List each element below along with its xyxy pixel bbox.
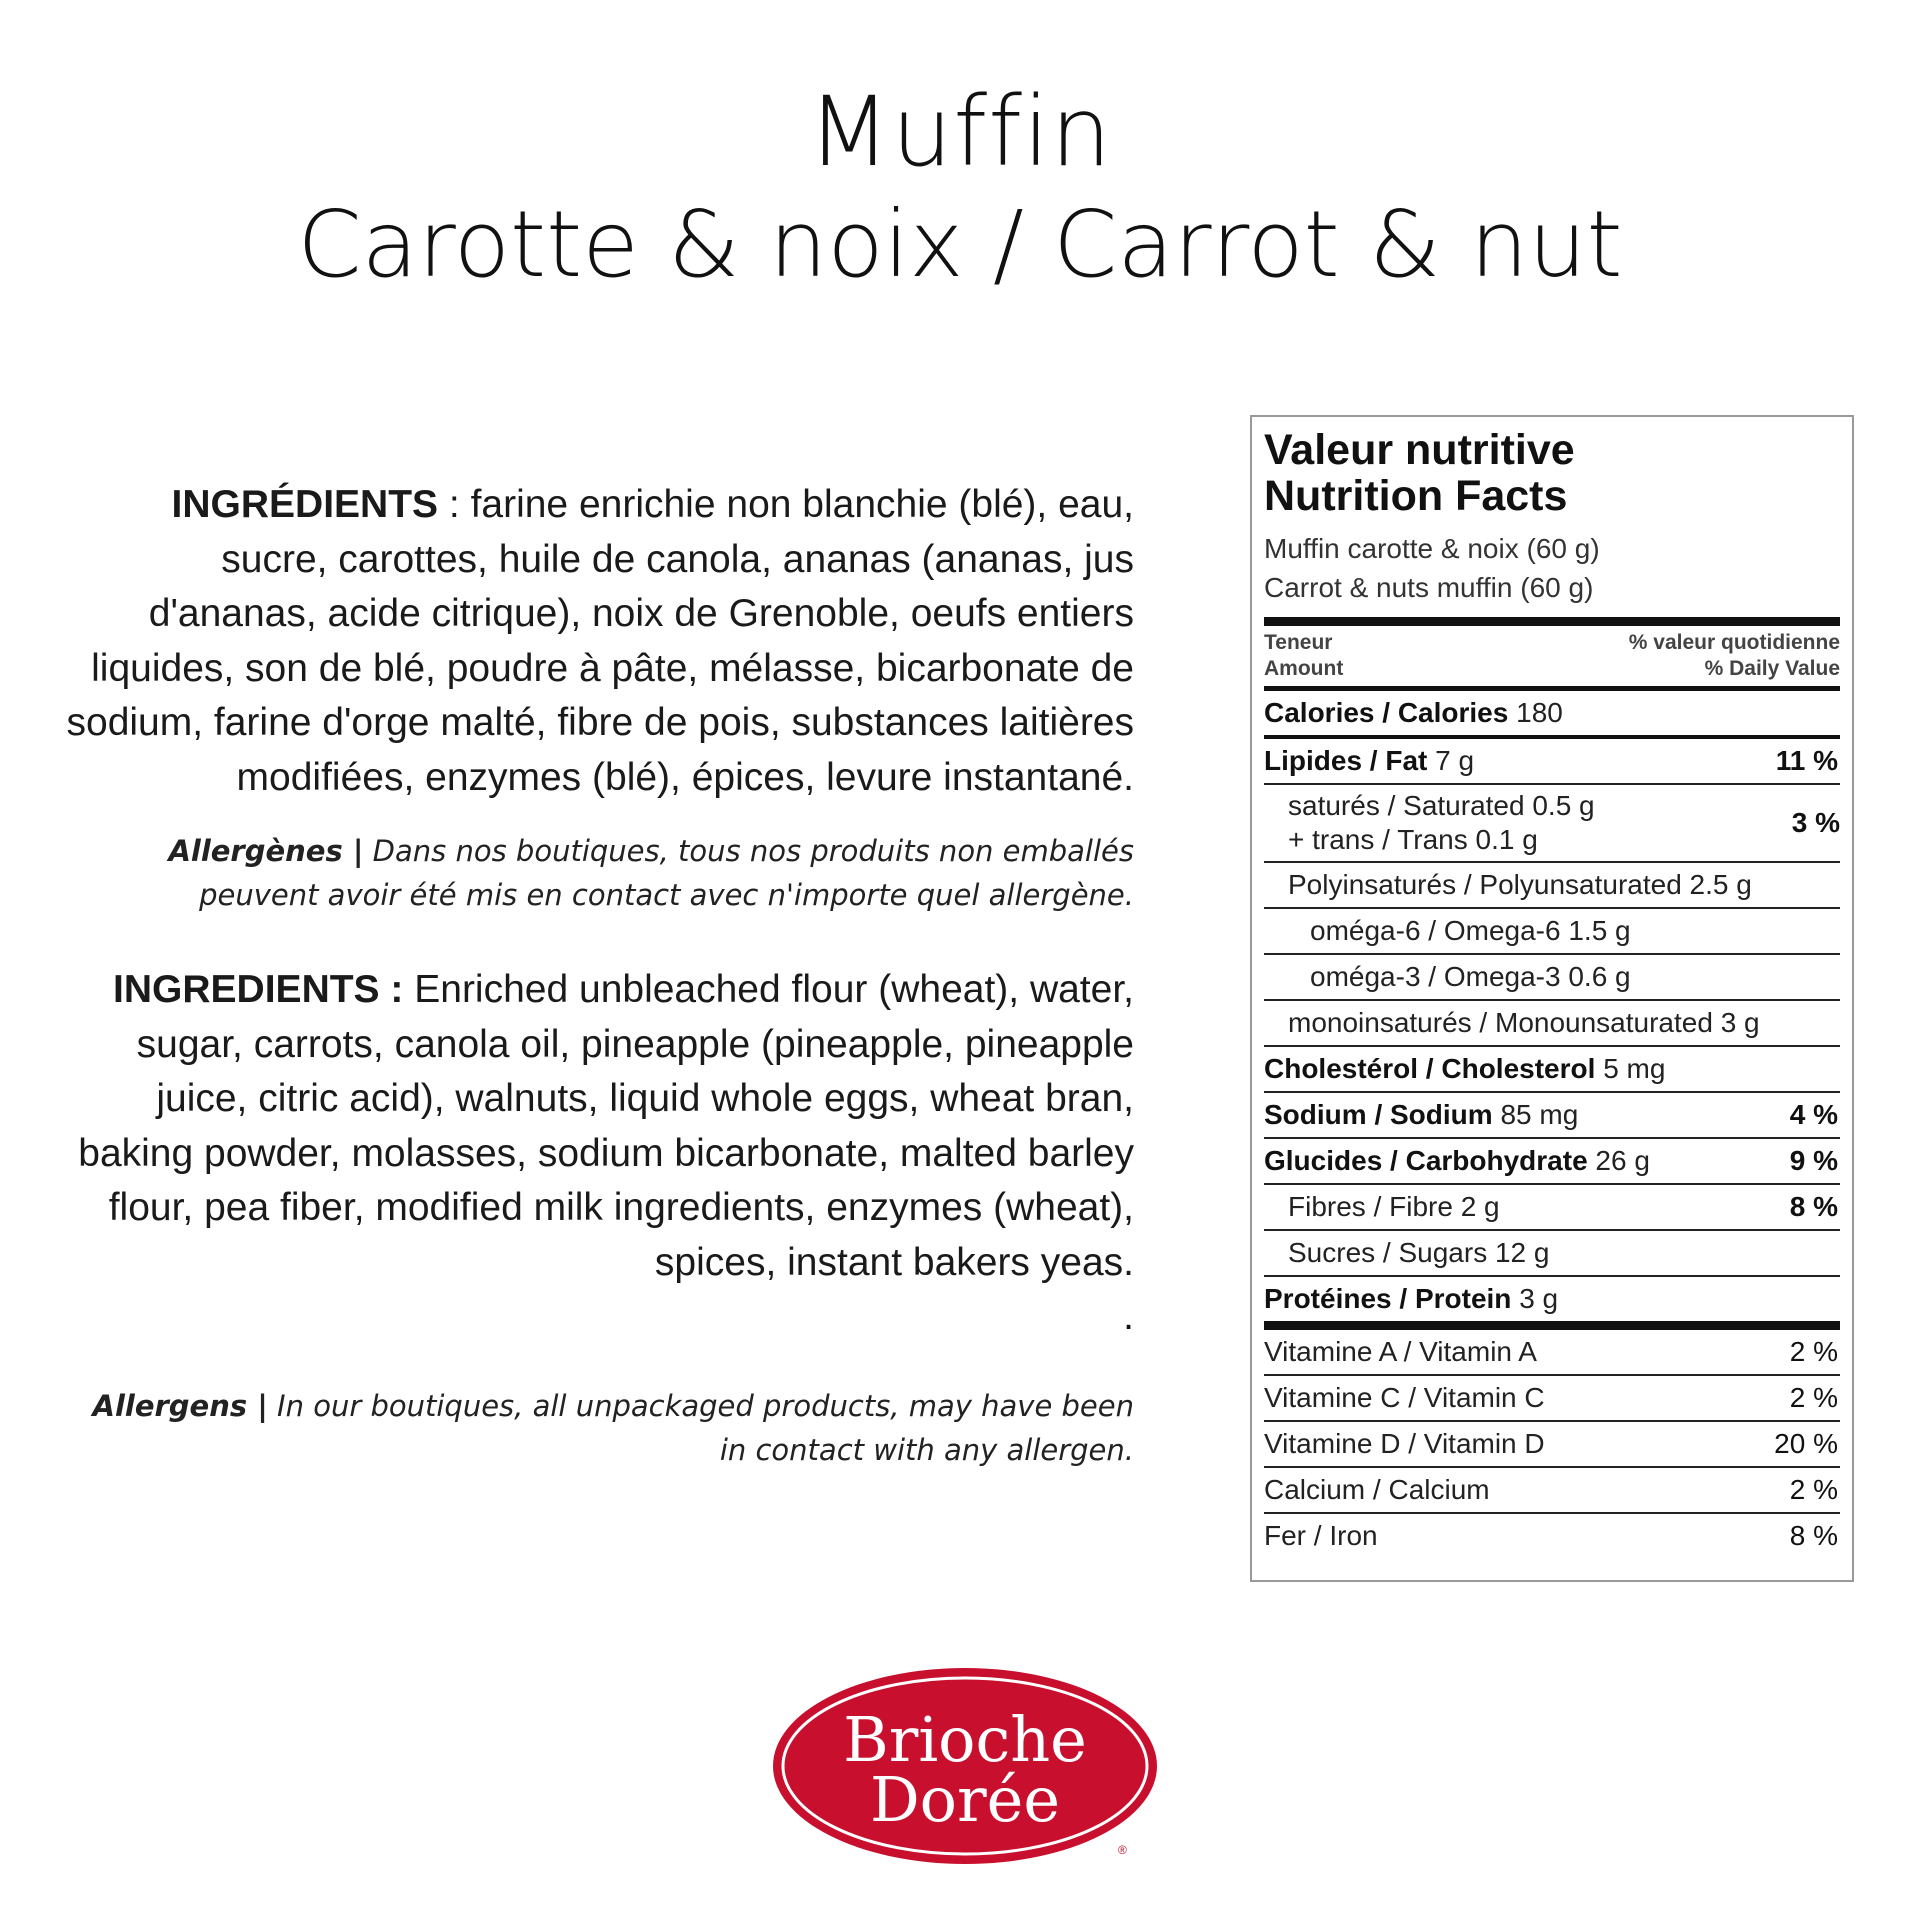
amount-en: Amount <box>1264 657 1344 680</box>
allergen-fr-label: Allergènes | <box>168 834 364 868</box>
vitamin-row <box>1264 1468 1840 1514</box>
vitamin-pct: 8 % <box>1789 1520 1838 1551</box>
nutrient-row-fibre <box>1264 1185 1840 1231</box>
saturated-label: saturés / Saturated 0.5 g <box>1288 790 1595 821</box>
allergen-fr-text: Dans nos boutiques, tous nos produits non emballés peuvent avoir été mis en contact avec n'importe quel allergène. <box>199 834 1134 912</box>
vitamin-pct: 20 % <box>1774 1428 1838 1459</box>
sodium-label: Sodium / Sodium <box>1264 1099 1493 1130</box>
nutrient-row-cholesterol <box>1264 1047 1840 1093</box>
serving-size <box>1264 529 1840 607</box>
allergen-en <box>60 1384 1134 1472</box>
fibre-label: Fibres / Fibre 2 g <box>1288 1191 1500 1222</box>
vitamin-label: Calcium / Calcium <box>1264 1474 1490 1505</box>
nutrient-row-sugars <box>1264 1231 1840 1277</box>
nutrient-row-calories <box>1264 691 1840 739</box>
vitamin-row <box>1264 1514 1840 1558</box>
polyunsaturated-label: Polyinsaturés / Polyunsaturated 2.5 g <box>1288 869 1752 900</box>
serving-en: Carrot & nuts muffin (60 g) <box>1264 572 1594 603</box>
daily-value-en: % Daily Value <box>1704 657 1840 680</box>
nutrition-title-fr: Valeur nutritive <box>1264 426 1575 474</box>
saturated-pct: 3 % <box>1791 807 1840 838</box>
ingredients-fr-text: : farine enrichie non blanchie (blé), eau, sucre, carottes, huile de canola, ananas (ananas, jus d'ananas, acide citrique), noix de Grenoble, oeufs entiers liquides, son de blé, poudre à pâte, mélasse, bicarbonate de sodium, farine d'orge malté, fibre de pois, substances laitières modifiées, enzymes (blé), épices, levure instantané. <box>66 483 1134 799</box>
cholesterol-label: Cholestérol / Cholesterol <box>1264 1053 1596 1084</box>
vitamin-pct: 2 % <box>1789 1474 1838 1505</box>
vitamin-pct: 2 % <box>1789 1336 1838 1367</box>
logo-text-line1: Brioche <box>843 1703 1087 1776</box>
registered-mark: ® <box>1118 1843 1127 1857</box>
nutrient-row-omega3 <box>1264 955 1840 1001</box>
nutrition-title-en: Nutrition Facts <box>1264 472 1568 520</box>
thick-divider <box>1264 617 1840 626</box>
allergen-en-label: Allergens | <box>92 1389 268 1423</box>
ingredients-en-label: INGREDIENTS : <box>113 968 404 1011</box>
trailing-dot: . <box>1123 1295 1134 1338</box>
vitamin-row <box>1264 1422 1840 1468</box>
nutrient-row-fat <box>1264 739 1840 785</box>
nutrient-row-saturated <box>1264 785 1840 863</box>
vitamin-row <box>1264 1376 1840 1422</box>
ingredients-en-text: Enriched unbleached flour (wheat), water, sugar, carrots, canola oil, pineapple (pineapple, pineapple juice, citric acid), walnuts, liquid whole eggs, wheat bran, baking powder, molasses, sodium bicarbonate, malted barley flour, pea fiber, modified milk ingredients, enzymes (wheat), spices, instant bakers yeas. <box>78 968 1134 1284</box>
sugars-label: Sucres / Sugars 12 g <box>1288 1237 1550 1268</box>
ingredients-fr-label: INGRÉDIENTS <box>171 483 439 526</box>
protein-label: Protéines / Protein <box>1264 1283 1512 1314</box>
ingredients-fr <box>60 478 1134 805</box>
trans-label: + trans / Trans 0.1 g <box>1288 824 1538 855</box>
fat-label: Lipides / Fat <box>1264 745 1428 776</box>
protein-value: 3 g <box>1519 1283 1559 1314</box>
ingredients-column <box>60 478 1134 1472</box>
product-title: Muffin <box>807 76 1113 188</box>
vitamin-label: Vitamine A / Vitamin A <box>1264 1336 1537 1367</box>
fat-pct: 11 % <box>1775 745 1838 776</box>
cholesterol-value: 5 mg <box>1603 1053 1666 1084</box>
amount-fr: Teneur <box>1264 631 1333 654</box>
serving-fr: Muffin carotte & noix (60 g) <box>1264 533 1600 564</box>
carbohydrate-value: 26 g <box>1595 1145 1650 1176</box>
vitamin-label: Fer / Iron <box>1264 1520 1378 1551</box>
omega6-label: oméga-6 / Omega-6 1.5 g <box>1310 915 1631 946</box>
allergen-fr <box>60 829 1134 917</box>
sodium-value: 85 mg <box>1500 1099 1579 1130</box>
nutrient-row-protein <box>1264 1277 1840 1330</box>
calories-value: 180 <box>1516 697 1563 728</box>
nutrient-row-monounsaturated <box>1264 1001 1840 1047</box>
logo-text-line2: Dorée <box>869 1763 1061 1836</box>
nutrition-column-header <box>1264 626 1840 686</box>
page-title <box>0 76 1920 298</box>
fibre-pct: 8 % <box>1789 1191 1838 1222</box>
nutrient-row-omega6 <box>1264 909 1840 955</box>
carbohydrate-label: Glucides / Carbohydrate <box>1264 1145 1588 1176</box>
vitamin-label: Vitamine C / Vitamin C <box>1264 1382 1545 1413</box>
calories-label: Calories / Calories <box>1264 697 1509 728</box>
omega3-label: oméga-3 / Omega-3 0.6 g <box>1310 961 1631 992</box>
vitamin-label: Vitamine D / Vitamin D <box>1264 1428 1545 1459</box>
nutrition-facts-table <box>1250 415 1854 1582</box>
carbohydrate-pct: 9 % <box>1789 1145 1838 1176</box>
ingredients-en <box>60 963 1134 1290</box>
nutrient-row-sodium <box>1264 1093 1840 1139</box>
sodium-pct: 4 % <box>1789 1099 1838 1130</box>
nutrient-row-polyunsaturated <box>1264 863 1840 909</box>
nutrient-row-carbohydrate <box>1264 1139 1840 1185</box>
daily-value-fr: % valeur quotidienne <box>1628 631 1840 654</box>
vitamin-pct: 2 % <box>1789 1382 1838 1413</box>
brioche-doree-logo <box>770 1666 1164 1872</box>
fat-value: 7 g <box>1435 745 1475 776</box>
monounsaturated-label: monoinsaturés / Monounsaturated 3 g <box>1288 1007 1760 1038</box>
allergen-en-text: In our boutiques, all unpackaged products, may have been in contact with any allergen. <box>267 1389 1134 1467</box>
vitamin-row <box>1264 1330 1840 1376</box>
product-subtitle: Carotte & noix / Carrot & nut <box>297 190 1623 298</box>
